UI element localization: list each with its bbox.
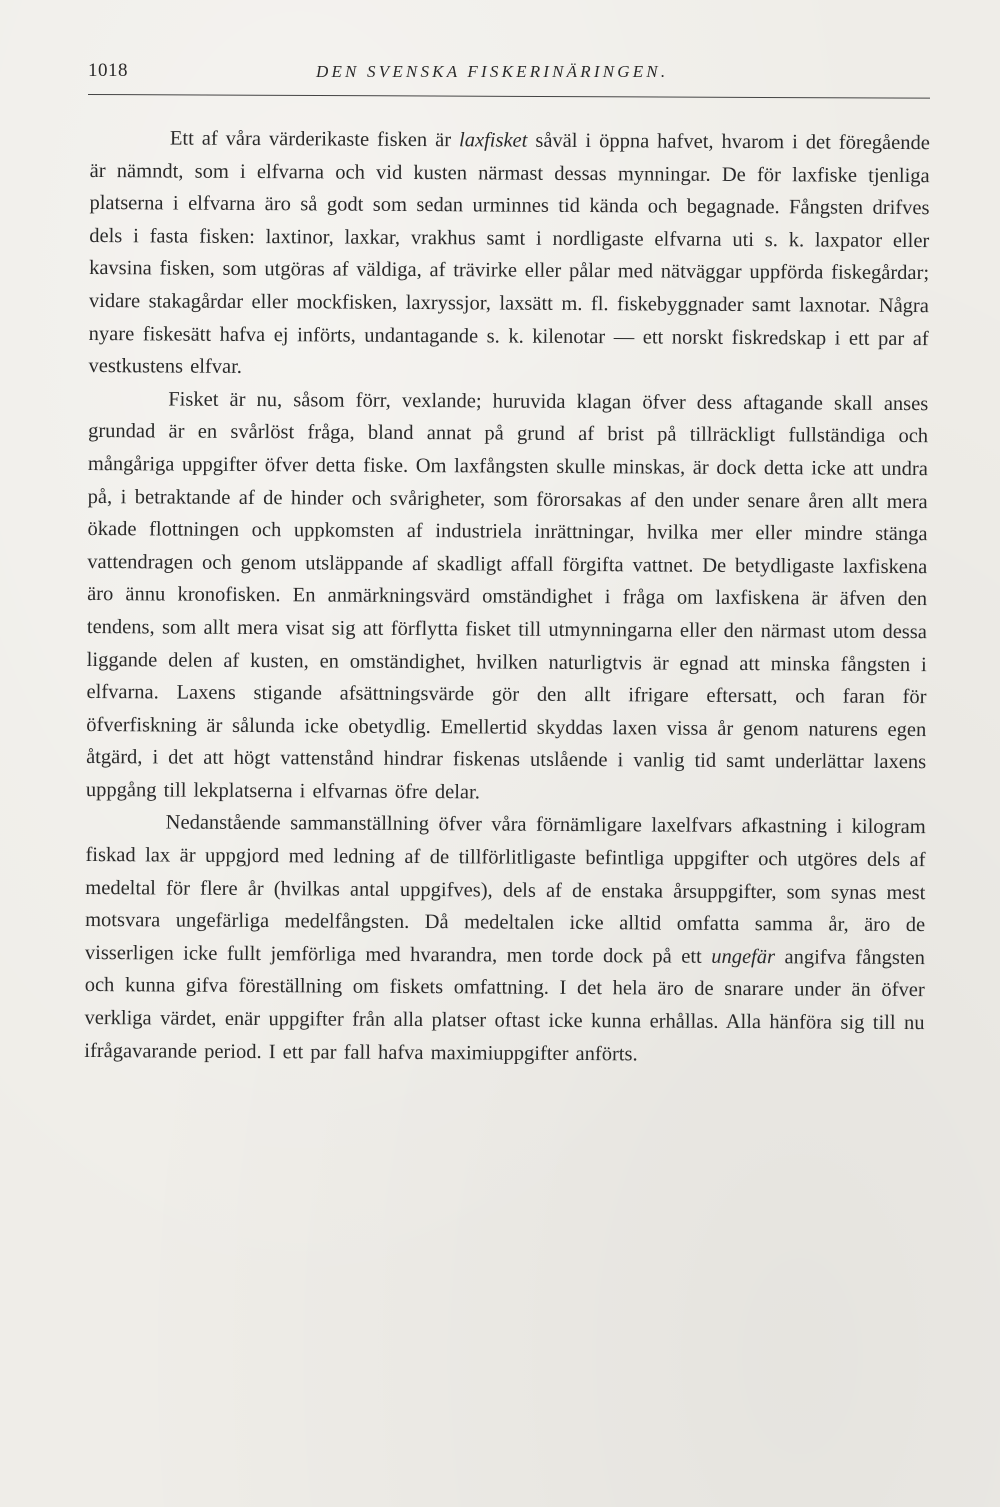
running-title: DEN SVENSKA FISKERINÄRINGEN. [316,62,669,81]
paragraph-sammanstallning [84,806,926,1072]
paragraph-fisket [86,383,929,812]
paragraph-text: såväl i öppna hafvet, hvarom i det föregående är nämndt, som i elfvarna och vid kusten närmast dessas mynningar. De för laxfiske tjenliga platserna i elfvarna äro så godt som sedan urminnes tid kända och begagnade. Fångsten drifves dels i fasta fisken: laxtinor, laxkar, vrakhus samt i nordligaste elfvarna uti s. k. laxpator eller kavsina fisken, som utgöras af väldiga, af trävirke eller pålar med nätväggar uppförda fiskegårdar; vidare stakagårdar eller mockfisken, laxryssjor, laxsätt m. fl. fiskebyggnader samt laxnotar. Några nyare fiskesätt hafva ej införts, undantagande s. k. kilenotar — ett norskt fiskredskap i ett par af vestkustens elfvar. [88,129,930,379]
paragraph-text: angifva fångsten och kunna gifva föreställning om fiskets omfattning. I det hela äro de snarare under än öfver verkliga värdet, enär uppgifter från alla platser oftast icke kunna erhållas. Alla hänföra sig till nu ifrågavarande period. I ett par fall hafva maximiuppgifter anförts. [84,946,925,1065]
paragraph-text: Fisket är nu, såsom förr, vexlande; huruvida klagan öfver dess aftagande skall anses grundad är en svårlöst fråga, bland annat på grund af brist på tillräckligt fullständiga och mångåriga uppgifter öfver detta fiske. Om laxfångsten skulle minskas, är dock detta icke att undra på, i betraktande af de hinder och svårigheter, som förorsakas af den under senare åren allt mera ökade flottningen och uppkomsten af industriela inrättningar, hvilka mer eller mindre stänga vattendragen och genom utsläppande af skadligt affall förgifta vattnet. De betydligaste laxfiskena äro ännu kronofisken. En anmärkningsvärd omständighet i fråga om laxfiskena är äfven den tendens, som allt mera visat sig att förflytta fisket till utmynningarna eller den närmast utom dessa liggande delen af kusten, en omständighet, hvilken naturligtvis är egnad att minska fångsten i elfvarna. Laxens stigande afsättningsvärde gör den allt ifrigare eftersatt, och faran för öfverfiskning är sålunda icke obetydlig. Emellertid skyddas laxen vissa år genom naturens egen åtgärd, i det att högt vattenstånd hindrar fiskenas utslående i vanlig tid samt underlättar laxens uppgång till lekplatserna i elfvarnas öfre delar. [85,388,929,804]
paragraph-laxfisket [88,122,930,388]
italic-term: laxfisket [459,129,528,152]
body-text [84,122,930,1072]
paragraph-text: Ett af våra värderikaste fisken är [169,127,460,152]
running-head [88,58,930,98]
page-number: 1018 [88,60,128,81]
italic-term: ungefär [711,945,776,969]
paragraph-text: Nedanstående sammanställning öfver våra förnämligare laxelfvars afkastning i kilogram fiskad lax är uppgjord med ledning af de tillförlitligaste befintliga uppgifter och utgöres dels af medeltal för flere år (hvilkas antal uppgifves), dels af de enstaka årsuppgifter, som synas mest motsvara ungefärliga medelfångsten. Då medeltalen icke alltid omfatta samma år, äro de visserligen icke fullt jemförliga med hvarandra, men torde dock på ett [84,811,926,968]
